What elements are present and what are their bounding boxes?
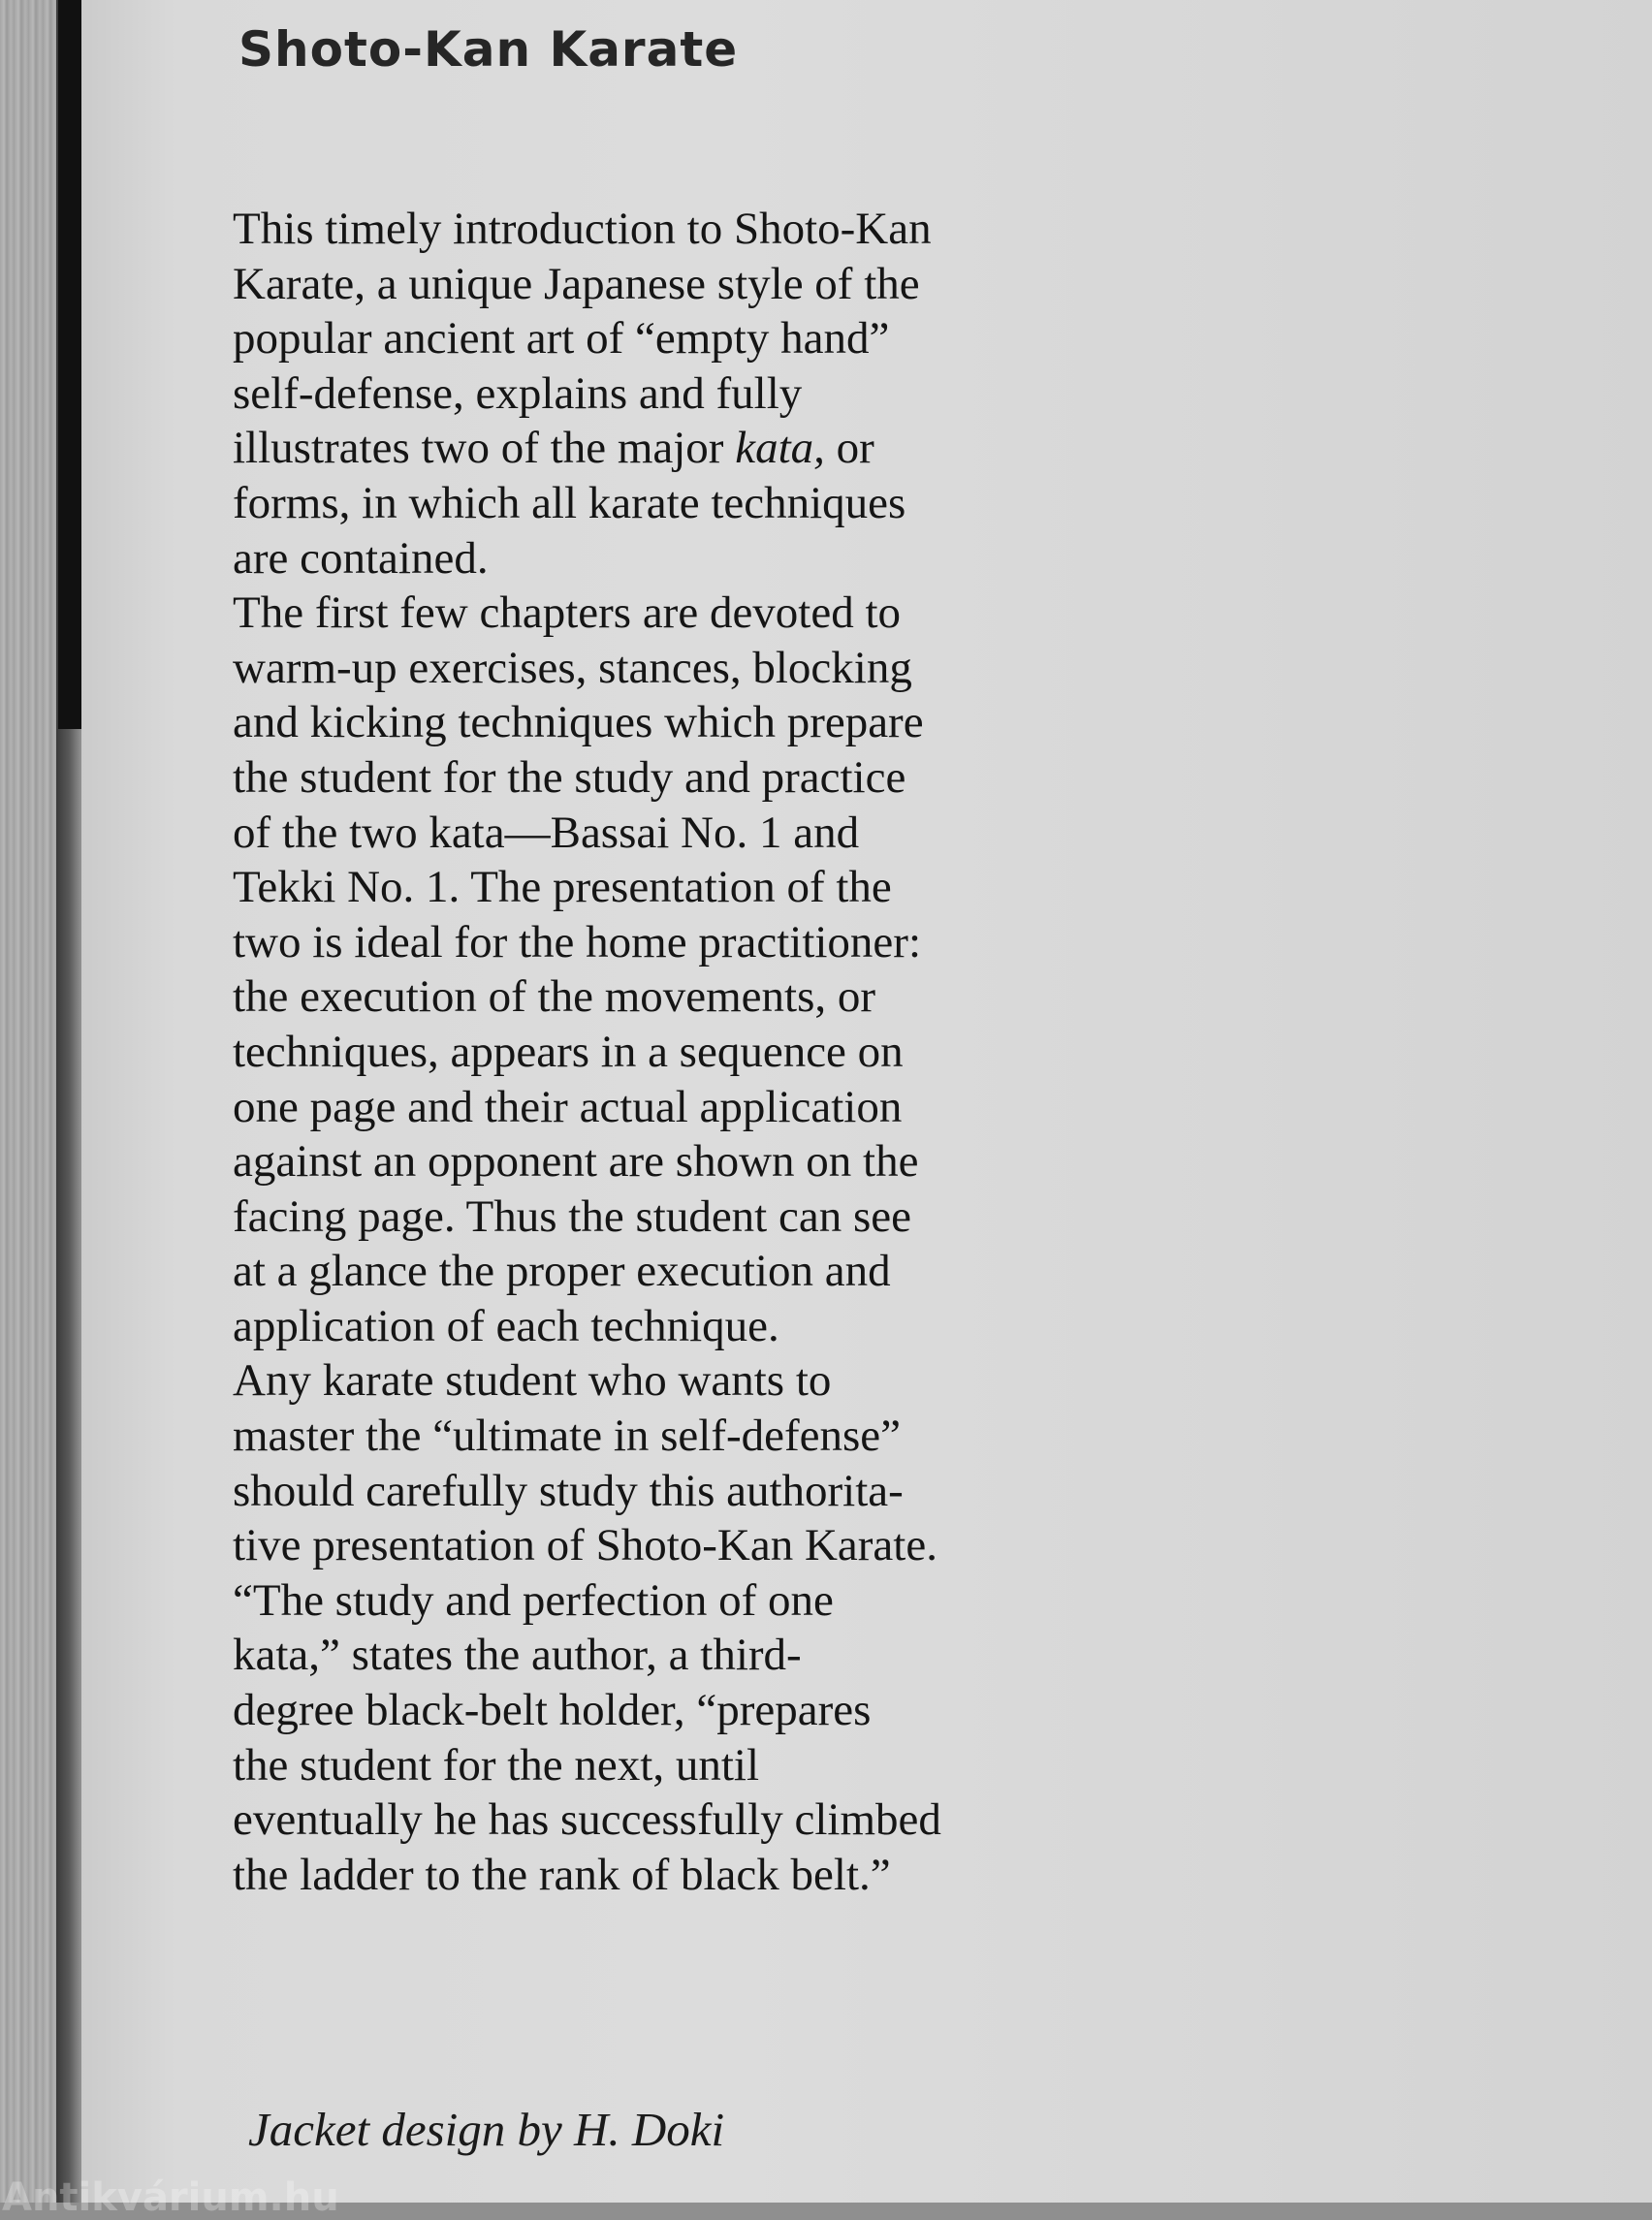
text-line: The first few chapters are devoted to	[233, 587, 902, 639]
page-title: Shoto-Kan Karate	[238, 21, 739, 78]
text-line: application of each technique.	[233, 1300, 779, 1351]
text-line: forms, in which all karate techniques	[233, 477, 906, 528]
text-line: self-defense, explains and fully	[233, 367, 803, 419]
jacket-credit: Jacket design by H. Doki	[248, 2103, 725, 2156]
text-line: “The study and perfection of one	[233, 1574, 834, 1626]
text-line: at a glance the proper execution and	[233, 1246, 891, 1297]
wood-surface	[0, 0, 62, 2203]
text-line: tive presentation of Shoto-Kan Karate.	[233, 1520, 937, 1571]
text-line: are contained.	[233, 532, 489, 584]
italic-term: kata,	[735, 423, 825, 474]
text-line: facing page. Thus the student can see	[233, 1190, 911, 1242]
text-line: the student for the next, until	[233, 1739, 760, 1791]
text-line: two is ideal for the home practitioner:	[233, 916, 922, 967]
text-line: techniques, appears in a sequence on	[233, 1026, 904, 1077]
text-line: warm-up exercises, stances, blocking	[233, 642, 912, 693]
text-line: Tekki No. 1. The presentation of the	[233, 862, 892, 913]
text-line: the execution of the movements, or	[233, 971, 876, 1023]
text-line: Any karate student who wants to	[233, 1355, 832, 1407]
text-line: degree black-belt holder, “prepares	[233, 1685, 872, 1736]
text-line: against an opponent are shown on the	[233, 1136, 919, 1188]
flap-description	[233, 202, 1105, 1902]
text-segment: illustrates two of the major	[233, 423, 736, 474]
text-line: kata,” states the author, a third-	[233, 1630, 802, 1681]
text-line: the student for the study and practice	[233, 751, 906, 803]
text-line: should carefully study this authorita-	[233, 1465, 904, 1516]
text-line: one page and their actual application	[233, 1081, 903, 1132]
text-line: of the two kata—Bassai No. 1 and	[233, 807, 860, 858]
text-line: and kicking techniques which prepare	[233, 697, 924, 748]
text-line: the ladder to the rank of black belt.”	[233, 1849, 891, 1900]
text-line: Karate, a unique Japanese style of the	[233, 258, 920, 309]
text-line: This timely introduction to Shoto-Kan	[233, 204, 932, 254]
text-line: eventually he has successfully climbed	[233, 1794, 941, 1846]
text-line	[233, 421, 1105, 476]
text-line: popular ancient art of “empty hand”	[233, 313, 890, 365]
text-segment: or	[824, 423, 874, 474]
text-line: master the “ultimate in self-defense”	[233, 1411, 902, 1462]
watermark: Antikvárium.hu	[2, 2175, 339, 2220]
